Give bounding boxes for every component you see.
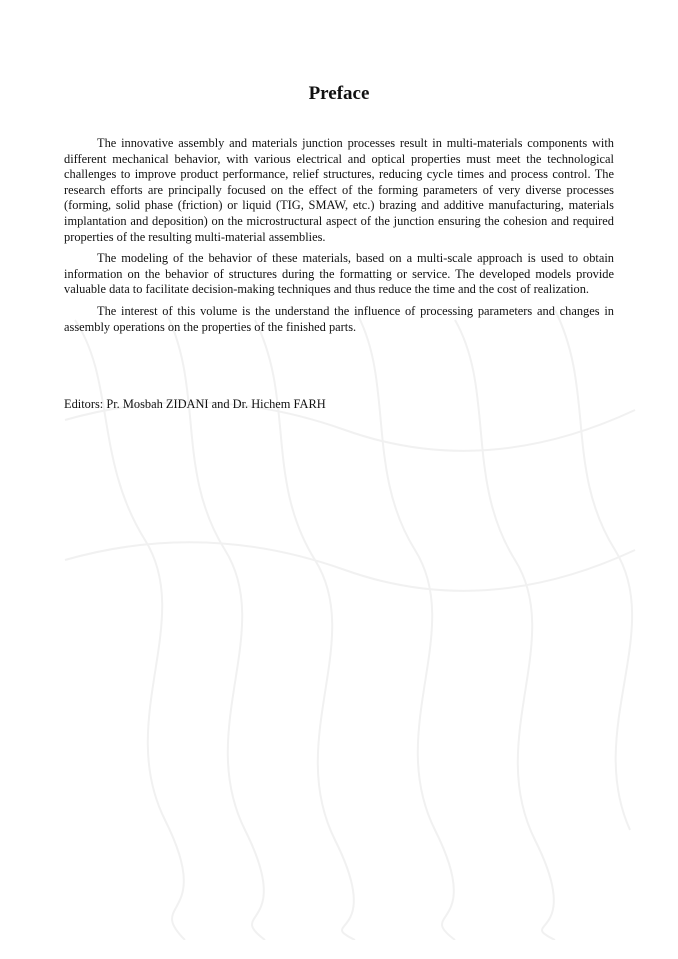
- paragraph-2: The modeling of the behavior of these materials, based on a multi-scale approach is used to obtain information on the behavior of structures during the formatting or service. The developed models provide valuable data to facilitate decision-making techniques and thus reduce the time and the cost of realization.: [64, 251, 614, 297]
- paragraph-1: The innovative assembly and materials junction processes result in multi-materials components with different mechanical behavior, with various electrical and optical properties must meet the technological challenges to improve product performance, relief structures, reducing cycle times and process control. The research efforts are principally focused on the effect of the forming parameters of very diverse processes (forming, solid phase (friction) or liquid (TIG, SMAW, etc.) brazing and additive manufacturing, materials implantation and deposition) on the microstructural aspect of the junction ensuring the cohesion and required properties of the resulting multi-material assemblies.: [64, 136, 614, 244]
- editors-line: Editors: Pr. Mosbah ZIDANI and Dr. Hichem FARH: [64, 397, 326, 412]
- page-title: Preface: [308, 83, 370, 104]
- preface-content: [64, 82, 614, 413]
- paragraph-3: The interest of this volume is the understand the influence of processing parameters and changes in assembly operations on the properties of the finished parts.: [64, 303, 614, 334]
